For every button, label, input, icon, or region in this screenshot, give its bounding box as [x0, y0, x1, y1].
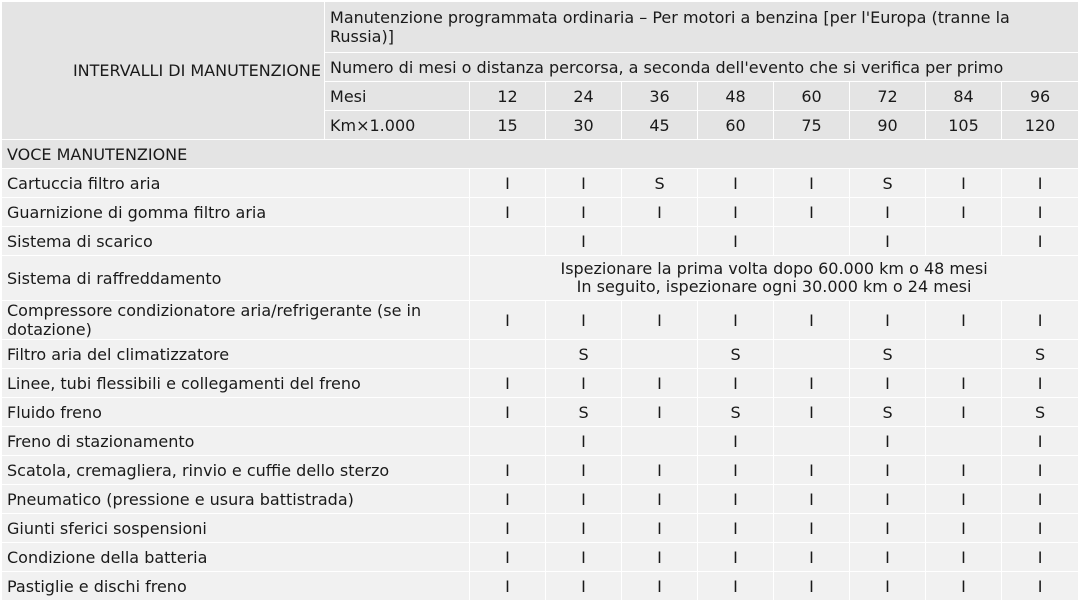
interval-cell: I — [850, 427, 926, 456]
interval-cell — [622, 340, 698, 369]
interval-cell: I — [698, 169, 774, 198]
interval-cell: I — [1002, 543, 1079, 572]
interval-cell: I — [774, 198, 850, 227]
interval-cell: I — [622, 543, 698, 572]
table-row — [2, 427, 1079, 456]
interval-cell: I — [850, 572, 926, 601]
interval-cell: I — [850, 514, 926, 543]
interval-cell: I — [622, 572, 698, 601]
section-title: VOCE MANUTENZIONE — [2, 140, 1079, 169]
months-value: 96 — [1002, 82, 1079, 111]
table-row — [2, 198, 1079, 227]
km-value: 120 — [1002, 111, 1079, 140]
interval-cell: I — [698, 369, 774, 398]
km-value: 90 — [850, 111, 926, 140]
maintenance-item-label: Pastiglie e dischi freno — [2, 572, 470, 601]
interval-cell: I — [698, 427, 774, 456]
maintenance-item-label: Linee, tubi flessibili e collegamenti del freno — [2, 369, 470, 398]
interval-cell: S — [698, 340, 774, 369]
interval-cell: I — [850, 456, 926, 485]
interval-cell: I — [926, 514, 1002, 543]
interval-cell: I — [622, 485, 698, 514]
interval-cell: I — [546, 427, 622, 456]
interval-cell: S — [698, 398, 774, 427]
interval-cell: I — [774, 543, 850, 572]
table-row — [2, 485, 1079, 514]
months-value: 72 — [850, 82, 926, 111]
table-row — [2, 169, 1079, 198]
interval-cell — [774, 427, 850, 456]
interval-cell: I — [470, 543, 546, 572]
months-value: 48 — [698, 82, 774, 111]
interval-cell: I — [698, 456, 774, 485]
interval-cell: I — [850, 227, 926, 256]
interval-cell: I — [926, 543, 1002, 572]
months-value: 84 — [926, 82, 1002, 111]
months-label: Mesi — [325, 82, 470, 111]
inspection-note-line: Ispezionare la prima volta dopo 60.000 km o 48 mesi — [560, 259, 988, 278]
interval-cell: I — [622, 301, 698, 340]
interval-cell — [926, 427, 1002, 456]
interval-cell: I — [926, 456, 1002, 485]
interval-cell: I — [622, 369, 698, 398]
table-row — [2, 256, 1079, 301]
interval-cell: I — [698, 572, 774, 601]
interval-cell: I — [850, 301, 926, 340]
interval-cell: I — [926, 198, 1002, 227]
program-title: Manutenzione programmata ordinaria – Per motori a benzina [per l'Europa (tranne la Russia)] — [325, 2, 1079, 53]
interval-cell: I — [1002, 485, 1079, 514]
maintenance-item-label: Scatola, cremagliera, rinvio e cuffie dello sterzo — [2, 456, 470, 485]
interval-cell: I — [1002, 456, 1079, 485]
interval-cell: I — [546, 485, 622, 514]
interval-cell: I — [926, 572, 1002, 601]
table-row — [2, 398, 1079, 427]
km-value: 75 — [774, 111, 850, 140]
interval-cell: I — [698, 198, 774, 227]
interval-cell: I — [1002, 227, 1079, 256]
interval-cell: I — [470, 456, 546, 485]
interval-cell — [470, 227, 546, 256]
months-value: 12 — [470, 82, 546, 111]
interval-cell: I — [470, 369, 546, 398]
interval-cell: I — [1002, 198, 1079, 227]
maintenance-intervals-heading: INTERVALLI DI MANUTENZIONE — [2, 2, 325, 140]
interval-cell: I — [1002, 169, 1079, 198]
interval-cell — [926, 340, 1002, 369]
interval-cell — [926, 227, 1002, 256]
interval-cell: I — [1002, 369, 1079, 398]
maintenance-schedule-table — [2, 2, 1079, 601]
interval-cell: I — [1002, 572, 1079, 601]
interval-cell: I — [546, 227, 622, 256]
km-label: Km×1.000 — [325, 111, 470, 140]
interval-cell: I — [774, 301, 850, 340]
interval-cell: I — [622, 198, 698, 227]
interval-cell: I — [774, 572, 850, 601]
maintenance-item-label: Filtro aria del climatizzatore — [2, 340, 470, 369]
interval-cell: I — [698, 301, 774, 340]
interval-cell: S — [622, 169, 698, 198]
interval-cell: I — [698, 485, 774, 514]
interval-cell — [774, 227, 850, 256]
maintenance-item-label: Giunti sferici sospensioni — [2, 514, 470, 543]
maintenance-item-label: Cartuccia filtro aria — [2, 169, 470, 198]
inspection-note — [470, 256, 1079, 301]
interval-cell: I — [774, 456, 850, 485]
interval-cell — [470, 340, 546, 369]
interval-cell: I — [926, 485, 1002, 514]
interval-cell: I — [470, 198, 546, 227]
interval-cell — [470, 427, 546, 456]
interval-cell: I — [470, 572, 546, 601]
interval-cell: I — [774, 485, 850, 514]
interval-cell: I — [622, 398, 698, 427]
table-row — [2, 572, 1079, 601]
interval-cell: I — [850, 369, 926, 398]
maintenance-item-label: Guarnizione di gomma filtro aria — [2, 198, 470, 227]
interval-cell: I — [622, 514, 698, 543]
table-row — [2, 543, 1079, 572]
interval-cell: I — [698, 514, 774, 543]
interval-cell: S — [850, 169, 926, 198]
interval-cell: I — [1002, 427, 1079, 456]
interval-basis: Numero di mesi o distanza percorsa, a seconda dell'evento che si verifica per primo — [325, 53, 1079, 82]
interval-cell: I — [470, 398, 546, 427]
interval-cell — [622, 427, 698, 456]
interval-cell: I — [774, 398, 850, 427]
maintenance-item-label: Pneumatico (pressione e usura battistrada) — [2, 485, 470, 514]
table-row — [2, 456, 1079, 485]
interval-cell: I — [850, 543, 926, 572]
interval-cell: I — [926, 398, 1002, 427]
interval-cell: I — [470, 169, 546, 198]
table-row — [2, 301, 1079, 340]
interval-cell: S — [850, 398, 926, 427]
interval-cell: S — [546, 398, 622, 427]
interval-cell: I — [546, 198, 622, 227]
interval-cell — [774, 340, 850, 369]
interval-cell: I — [470, 485, 546, 514]
interval-cell: I — [546, 456, 622, 485]
interval-cell: I — [546, 301, 622, 340]
interval-cell: I — [470, 301, 546, 340]
interval-cell: I — [546, 572, 622, 601]
maintenance-item-label: Sistema di scarico — [2, 227, 470, 256]
interval-cell: S — [546, 340, 622, 369]
interval-cell: S — [1002, 340, 1079, 369]
interval-cell: I — [698, 543, 774, 572]
interval-cell: I — [774, 369, 850, 398]
maintenance-item-label: Condizione della batteria — [2, 543, 470, 572]
interval-cell: I — [546, 169, 622, 198]
interval-cell: I — [926, 369, 1002, 398]
km-value: 105 — [926, 111, 1002, 140]
table-row — [2, 514, 1079, 543]
table-row — [2, 227, 1079, 256]
table-row — [2, 369, 1079, 398]
km-value: 45 — [622, 111, 698, 140]
interval-cell — [622, 227, 698, 256]
interval-cell: I — [546, 543, 622, 572]
interval-cell: I — [850, 198, 926, 227]
km-value: 30 — [546, 111, 622, 140]
maintenance-item-label: Compressore condizionatore aria/refrigerante (se in dotazione) — [2, 301, 470, 340]
maintenance-table-container — [2, 2, 1079, 601]
months-value: 24 — [546, 82, 622, 111]
interval-cell: S — [1002, 398, 1079, 427]
maintenance-item-label: Sistema di raffreddamento — [2, 256, 470, 301]
interval-cell: I — [774, 514, 850, 543]
interval-cell: I — [926, 169, 1002, 198]
interval-cell: I — [1002, 514, 1079, 543]
interval-cell: I — [470, 514, 546, 543]
interval-cell: I — [698, 227, 774, 256]
months-value: 36 — [622, 82, 698, 111]
interval-cell: I — [1002, 301, 1079, 340]
months-value: 60 — [774, 82, 850, 111]
interval-cell: I — [546, 514, 622, 543]
interval-cell: I — [850, 485, 926, 514]
interval-cell: I — [622, 456, 698, 485]
km-value: 15 — [470, 111, 546, 140]
km-value: 60 — [698, 111, 774, 140]
table-row — [2, 340, 1079, 369]
interval-cell: I — [546, 369, 622, 398]
interval-cell: I — [774, 169, 850, 198]
interval-cell: I — [926, 301, 1002, 340]
interval-cell: S — [850, 340, 926, 369]
maintenance-item-label: Freno di stazionamento — [2, 427, 470, 456]
maintenance-item-label: Fluido freno — [2, 398, 470, 427]
inspection-note-line: In seguito, ispezionare ogni 30.000 km o 24 mesi — [576, 277, 972, 296]
